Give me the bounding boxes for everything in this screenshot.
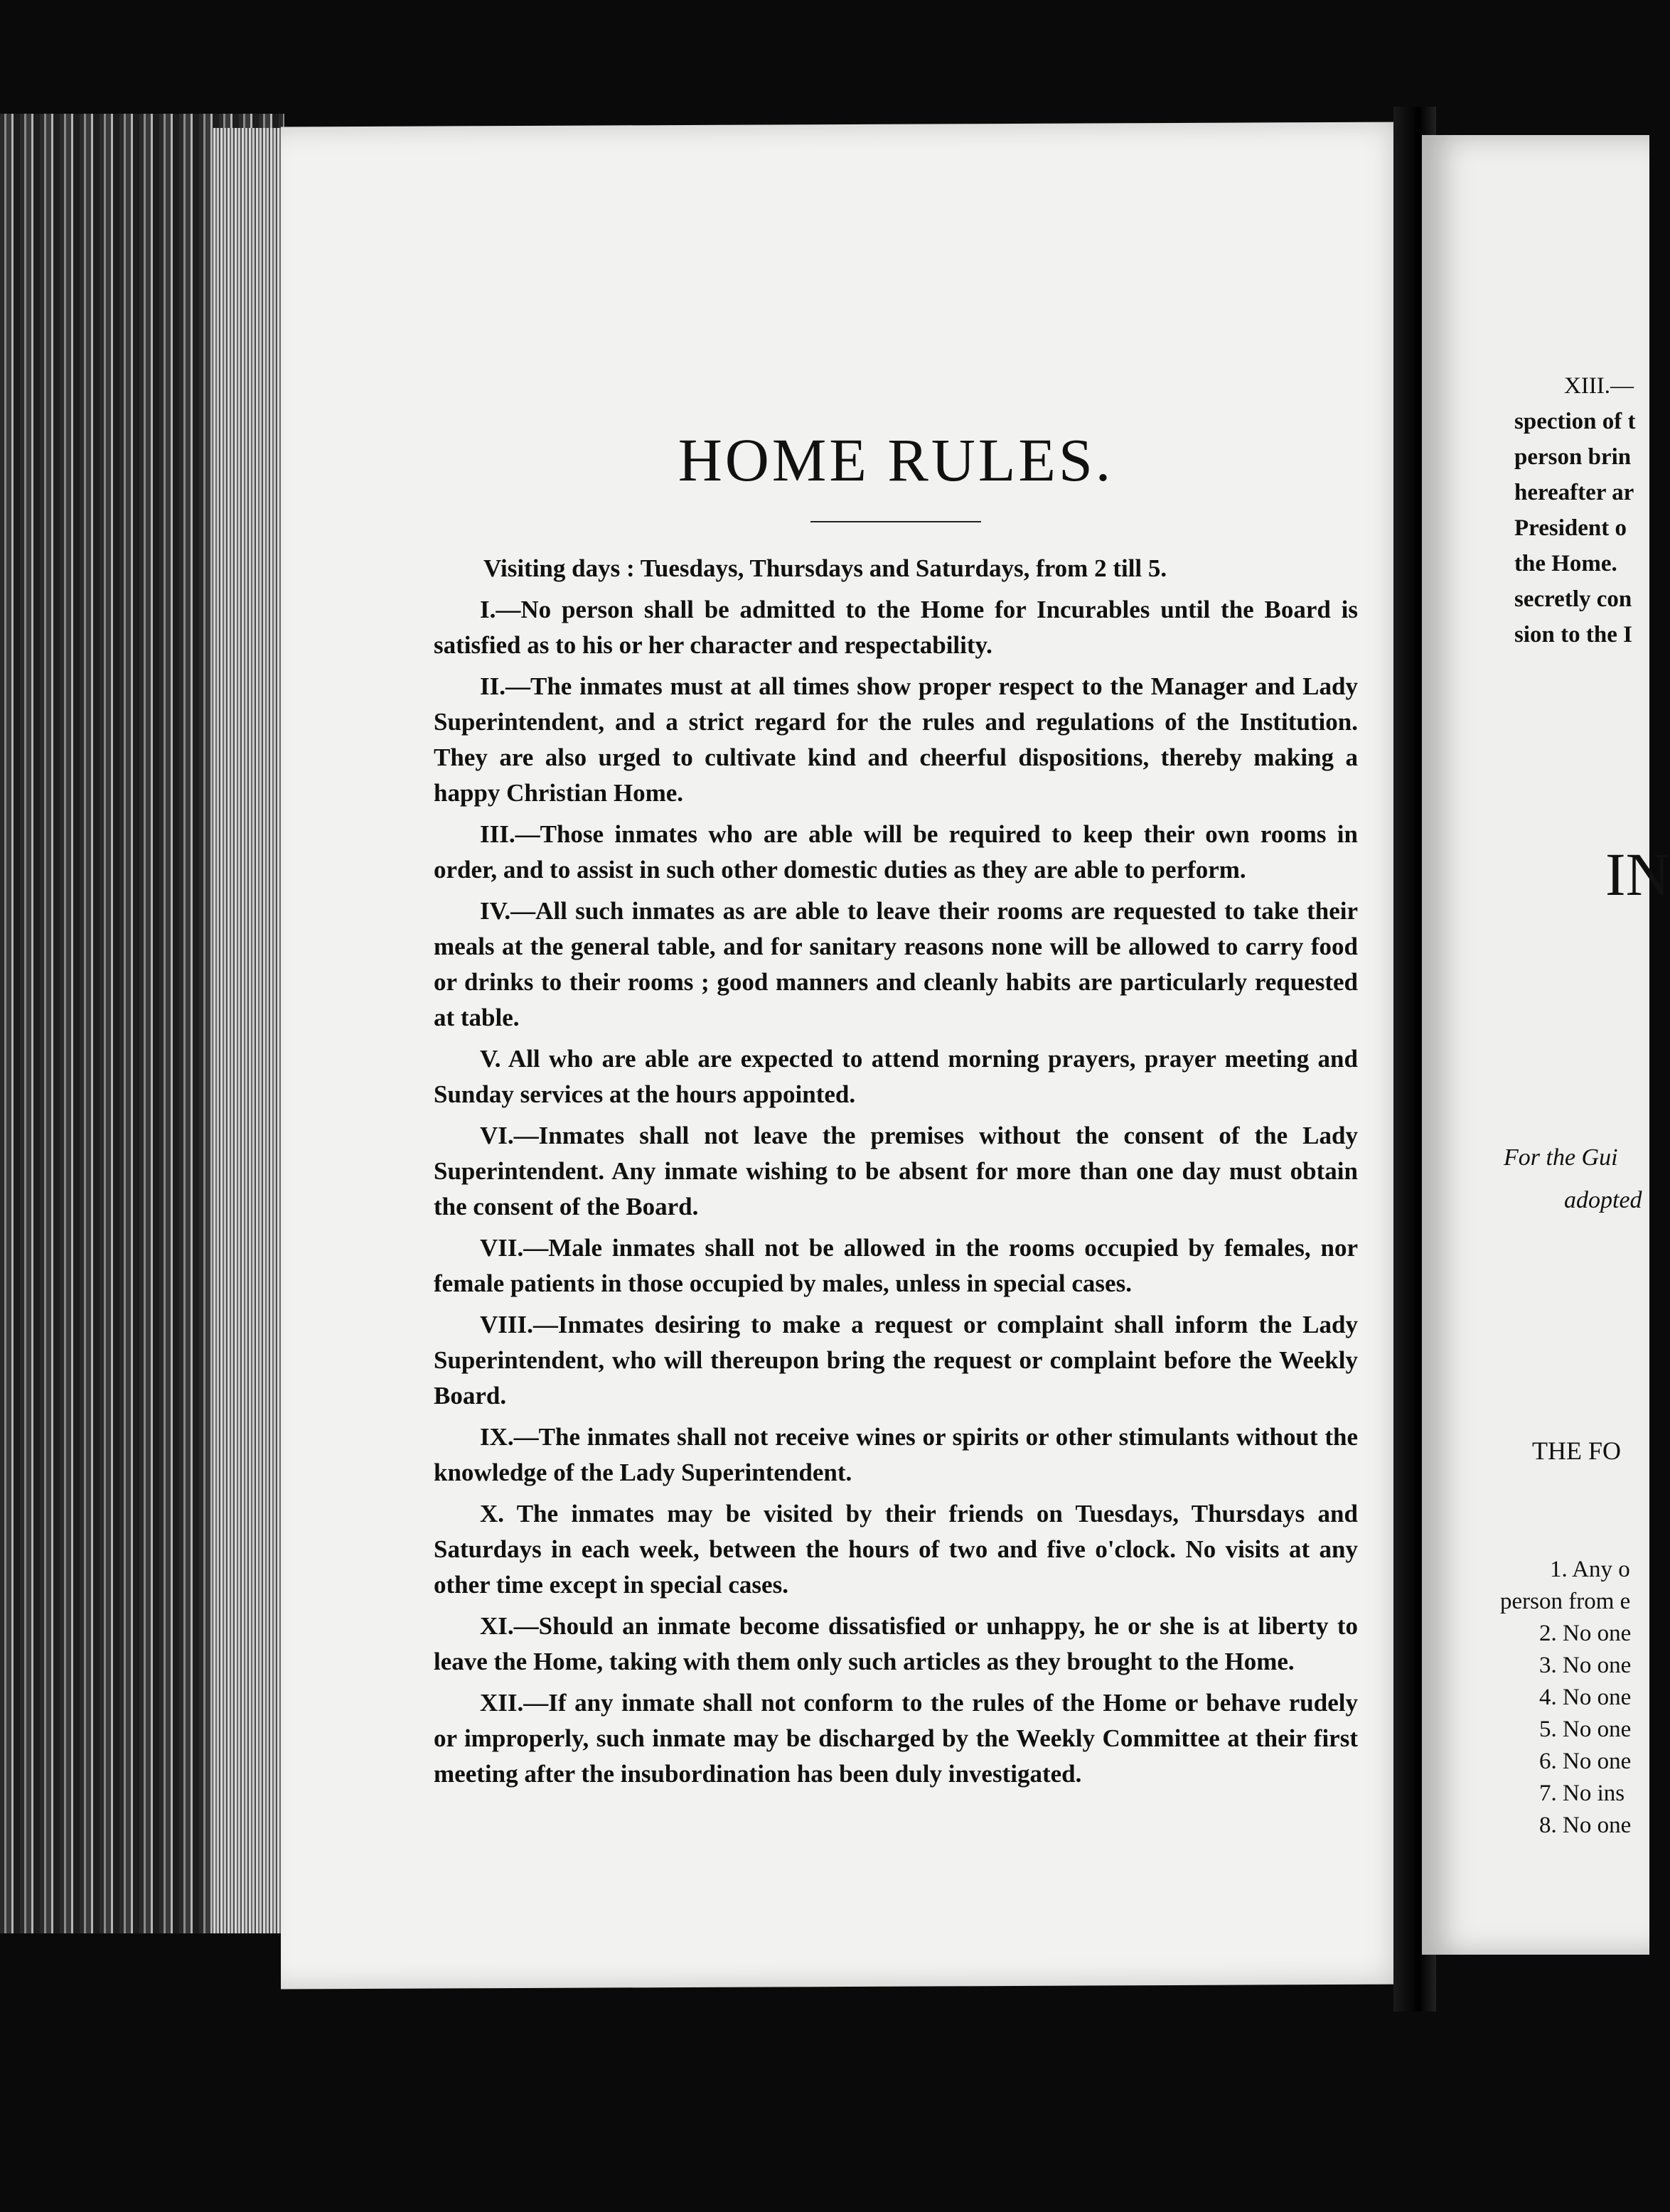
right-numbered-line: person from e [1500, 1589, 1631, 1614]
rule-8: VIII.—Inmates desiring to make a request or complaint shall inform the Lady Superintendent, who will thereupon bring the request or complaint before the Weekly Board. [434, 1310, 1358, 1410]
rule-5: V. All who are able are expected to attend morning prayers, prayer meeting and Sunday services at the hours appointed. [434, 1044, 1358, 1108]
rule-2: II.—The inmates must at all times show proper respect to the Manager and Lady Superintendent, and a strict regard for the rules and regulations of the Institution. They are also urged to cultivate kind and cheerful dispositions, thereby making a happy Christian Home. [434, 672, 1358, 807]
rule-1: I.—No person shall be admitted to the Home for Incurables until the Board is satisfied as to his or her character and respectability. [434, 595, 1358, 659]
rule-6: VI.—Inmates shall not leave the premises without the consent of the Lady Superintendent. Any inmate wishing to be absent for more than one day must obtain the consent of the Board. [434, 1121, 1358, 1220]
right-italic-line: For the Gui [1504, 1144, 1618, 1171]
right-line: sion to the I [1514, 622, 1632, 648]
right-numbered-line: 1. Any o [1550, 1557, 1630, 1582]
rule-11: XI.—Should an inmate become dissatisfied or unhappy, he or she is at liberty to leave the Home, taking with them only such articles as they brought to the Home. [434, 1611, 1358, 1675]
right-line: President o [1514, 515, 1627, 541]
left-page-content [434, 334, 1358, 1798]
right-line: hereafter ar [1514, 480, 1634, 505]
rule-3: III.—Those inmates who are able will be required to keep their own rooms in order, and to assist in such other domestic duties as they are able to perform. [434, 820, 1358, 884]
right-numbered-line: 8. No one [1539, 1813, 1632, 1838]
rule-12: XII.—If any inmate shall not conform to the rules of the Home or behave rudely or improperly, such inmate may be discharged by the Weekly Committee at their first meeting after the insubordination has been duly investigated. [434, 1688, 1358, 1788]
rule-9: IX.—The inmates shall not receive wines or spirits or other stimulants without the knowledge of the Lady Superintendent. [434, 1422, 1358, 1486]
right-numbered-line: 7. No ins [1539, 1781, 1625, 1806]
rule-7: VII.—Male inmates shall not be allowed in the rooms occupied by females, nor female patients in those occupied by males, unless in special cases. [434, 1233, 1358, 1297]
visiting-days: Visiting days : Tuesdays, Thursdays and Saturdays, from 2 till 5. [483, 554, 1167, 582]
rule-4: IV.—All such inmates as are able to leave their rooms are requested to take their meals at the general table, and for sanitary reasons none will be allowed to carry food or drinks to their rooms ; good manners and cleanly habits are particularly requested at table. [434, 896, 1358, 1031]
rule-10: X. The inmates may be visited by their friends on Tuesdays, Thursdays and Saturdays in each week, between the hours of two and five o'clock. No visits at any other time except in special cases. [434, 1499, 1358, 1599]
right-page [1422, 135, 1670, 1955]
right-numbered-line: 6. No one [1539, 1749, 1632, 1774]
right-heading: IN [1605, 840, 1670, 908]
right-numbered-line: 2. No one [1539, 1621, 1632, 1646]
right-line: secretly con [1514, 586, 1632, 612]
title-divider [810, 521, 981, 522]
right-subheading: THE FO [1532, 1437, 1621, 1465]
right-numbered-line: 5. No one [1539, 1717, 1632, 1742]
page-title: HOME RULES. [678, 426, 1114, 494]
right-line: the Home. [1514, 551, 1617, 576]
right-numbered-line: 3. No one [1539, 1653, 1632, 1678]
right-line: person brin [1514, 444, 1632, 470]
page-stack [213, 128, 291, 1933]
right-numbered-line: 4. No one [1539, 1685, 1632, 1710]
right-line: XIII.— [1564, 373, 1634, 399]
right-line: spection of t [1514, 409, 1636, 434]
right-italic-line: adopted [1564, 1187, 1642, 1213]
